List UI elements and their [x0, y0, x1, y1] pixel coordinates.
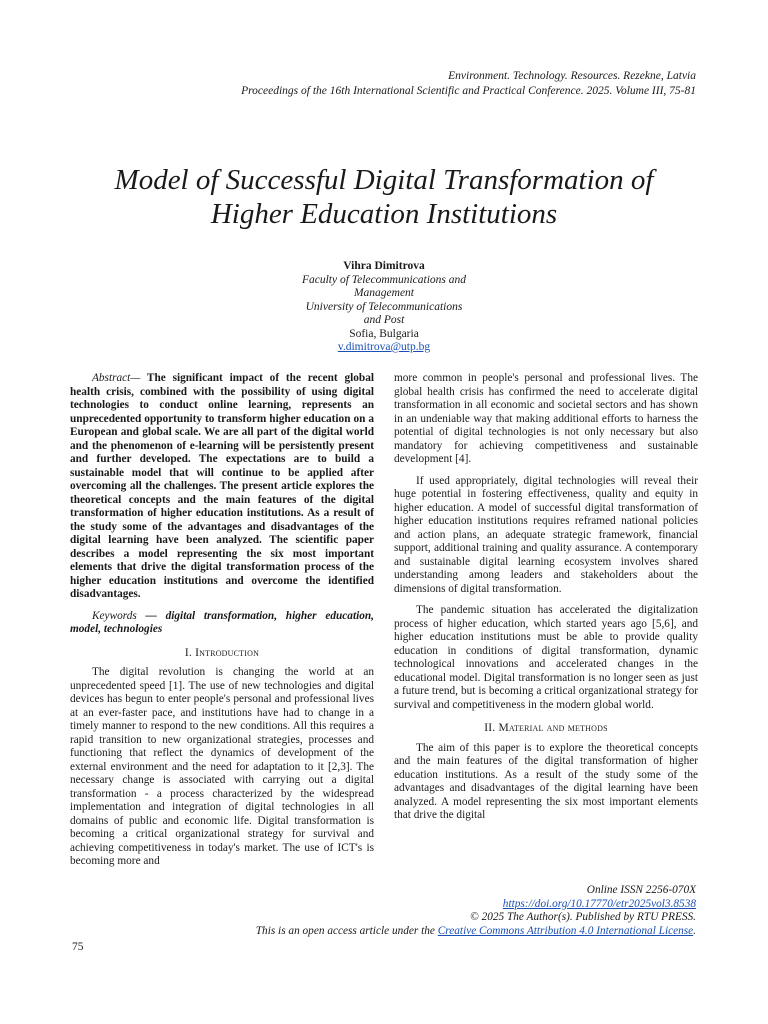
title-line-2: Higher Education Institutions	[210, 198, 558, 230]
proceedings-line: Proceedings of the 16th International Scientific and Practical Conference. 2025. Volume III, 75-81	[241, 85, 696, 97]
keywords-lead: Keywords	[92, 609, 137, 622]
section-number: I.	[184, 646, 192, 659]
right-column	[394, 372, 698, 831]
abstract-lead: Abstract—	[92, 372, 141, 384]
affiliation-line-3: University of Telecommunications	[305, 300, 463, 313]
intro-continuation: more common in people's personal and professional lives. The global health crisis has confirmed the need to accelerate digital transformation in all economic and societal sectors and has shown in an undeniable way that making additional efforts to harness the potential of digital technologies is not only necessary but also mandatory for achieving competitiveness and sustainable development [4].	[394, 372, 698, 465]
section-title: Material and methods	[498, 722, 608, 734]
license-suffix: .	[693, 924, 696, 937]
footer-block	[256, 884, 696, 938]
affiliation-line-2: Management	[353, 287, 415, 299]
abstract	[70, 372, 374, 602]
affiliation-line-4: and Post	[363, 314, 405, 326]
section-heading-introduction	[70, 647, 374, 661]
running-header	[241, 69, 696, 99]
intro-paragraph-2: If used appropriately, digital technologies will reveal their huge potential in fostering effectiveness, quality and equity in higher education. A model of successful digital transformation of higher education institutions requires reframed national policies and action plans, an adequate strategic framework, financial support, additional training and quality assurance. A contemporary and sustainable digital learning ecosystem involves shared understanding among leaders and stakeholders about the dimensions of digital transformation.	[394, 474, 698, 595]
copyright: © 2025 The Author(s). Published by RTU PRESS.	[470, 911, 696, 923]
doi-link[interactable]: https://doi.org/10.17770/etr2025vol3.8538	[502, 897, 696, 910]
issn: Online ISSN 2256-070X	[586, 884, 696, 896]
page-number: 75	[72, 941, 84, 953]
license-link[interactable]: Creative Commons Attribution 4.0 International License	[437, 924, 694, 937]
title-line-1: Model of Successful Digital Transformation of	[114, 164, 654, 196]
left-column	[70, 372, 374, 877]
author-name: Vihra Dimitrova	[343, 260, 425, 272]
keywords	[70, 610, 374, 637]
affiliation-line-1: Faculty of Telecommunications and	[301, 273, 467, 286]
intro-paragraph: The digital revolution is changing the world at an unprecedented speed [1]. The use of new technologies and digital devices has begun to enter people's personal and professional lives at an ever-faster pace, and institutions have had to change in a timely manner to respond to the new conditions. All this requires a rapid transition to new organizational strategies, processes and functioning that reflect the dynamics of development of the external environment and the need for adaptation to it [2,3]. The necessary change is associated with carrying out a digital transformation - a process characterized by the widespread implementation and integration of digital technologies in all domains of public and economic life. Digital transformation is becoming a critical organizational strategy for survival and achieving competitiveness in today's market. The use of ICT's is becoming more and	[70, 666, 374, 867]
journal-line: Environment. Technology. Resources. Rezekne, Latvia	[448, 70, 696, 82]
intro-paragraph-3: The pandemic situation has accelerated the digitalization process of higher education, which started years ago [5,6], and higher education institutions must be able to provide quality education in conditions of digital transformation, dynamic technological innovations and accelerated changes in the educational model. Digital transformation is no longer seen as just a future trend, but is becoming a critical organizational strategy for survival and competitiveness in the modern global world.	[394, 604, 698, 711]
section-title: Introduction	[195, 646, 260, 659]
author-city: Sofia, Bulgaria	[349, 327, 419, 340]
author-block	[234, 260, 534, 355]
keywords-text: — digital transformation, higher education, model, technologies	[70, 609, 374, 635]
paper-title	[60, 163, 708, 231]
abstract-text: The significant impact of the recent global health crisis, combined with the possibility of using digital technologies to conduct online learning, represents an unprecedented opportunity to transform higher education on a European and global scale. We are all part of the digital world and the phenomenon of e-learning will be persistently present and further developed. The expectations are to build a sustainable model that will continue to be applied after overcoming all the challenges. The present article explores the theoretical concepts and the main features of the digital transformation of higher education institutions. As a result of the study some of the advantages and disadvantages of the digital learning have been analyzed. The scientific paper describes a model representing the six most important elements that drive the digital transformation process of the higher education institutions and overcome the identified disadvantages.	[70, 372, 374, 600]
section-heading-methods	[394, 722, 698, 736]
author-email-link[interactable]: v.dimitrova@utp.bg	[337, 341, 431, 353]
license-prefix: This is an open access article under the	[255, 924, 438, 937]
license-line	[256, 925, 696, 939]
section-number: II.	[484, 722, 496, 734]
methods-paragraph: The aim of this paper is to explore the theoretical concepts and the main features of the digital transformation of higher education institutions. As a result of the study some of the advantages and disadvantages of the digital learning have been analyzed. A model representing the six most important elements that drive the digital	[394, 741, 698, 821]
